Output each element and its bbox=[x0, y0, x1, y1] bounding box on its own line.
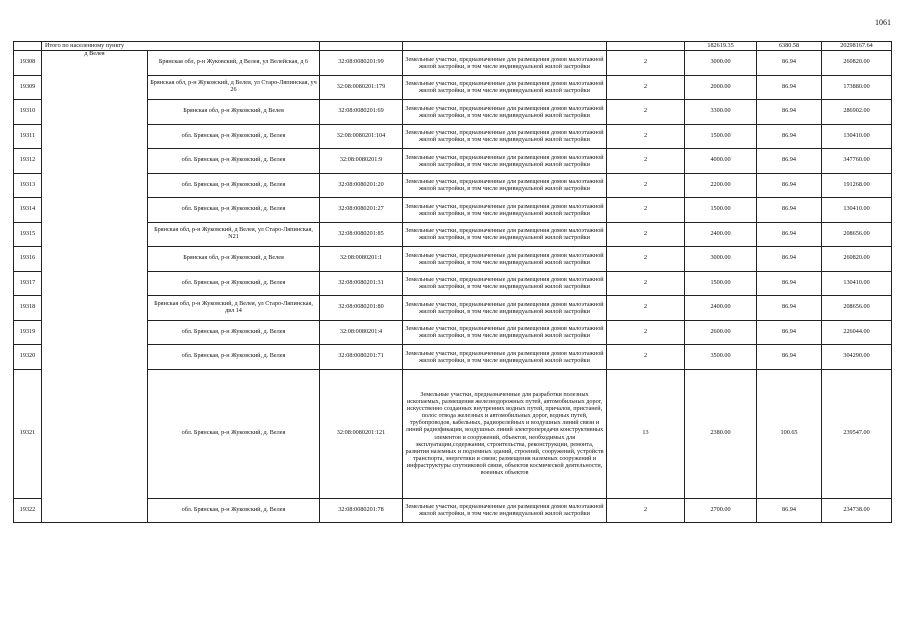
land-use-purpose: Земельные участки, предназначенные для размещения домов малоэтажной жилой застройки, в том числе индивидуальной жилой застройки bbox=[403, 247, 607, 272]
address-cell: обл. Брянская, р-н Жуковский, д. Велея bbox=[148, 498, 320, 522]
cadastral-number: 32:08:0080201:99 bbox=[320, 51, 403, 76]
use-group: 2 bbox=[607, 271, 685, 296]
specific-value: 86.94 bbox=[757, 345, 822, 370]
specific-value: 86.94 bbox=[757, 222, 822, 247]
area-value: 2400.00 bbox=[685, 296, 757, 321]
land-use-purpose: Земельные участки, предназначенные для размещения домов малоэтажной жилой застройки, в том числе индивидуальной жилой застройки bbox=[403, 296, 607, 321]
use-group: 2 bbox=[607, 100, 685, 125]
address-cell: Брянская обл, р-н Жуковский, д Велея, ул Старо-Ляпинская, двл 14 bbox=[148, 296, 320, 321]
specific-value: 86.94 bbox=[757, 173, 822, 198]
land-use-purpose: Земельные участки, предназначенные для размещения домов малоэтажной жилой застройки, в том числе индивидуальной жилой застройки bbox=[403, 173, 607, 198]
row-number: 19314 bbox=[14, 198, 42, 223]
row-number: 19308 bbox=[14, 51, 42, 76]
cadastral-number: 32:08:0080201:69 bbox=[320, 100, 403, 125]
area-value: 4000.00 bbox=[685, 149, 757, 174]
area-value: 3500.00 bbox=[685, 345, 757, 370]
area-value: 1500.00 bbox=[685, 271, 757, 296]
cadastral-number: 32:08:0080201:31 bbox=[320, 271, 403, 296]
specific-value: 86.94 bbox=[757, 100, 822, 125]
area-value: 3000.00 bbox=[685, 247, 757, 272]
locality-cell: д Велея bbox=[42, 51, 148, 523]
row-number: 19309 bbox=[14, 75, 42, 100]
cadastral-number: 32:08:0080201:71 bbox=[320, 345, 403, 370]
address-cell: обл. Брянская, р-н Жуковский, д. Велея bbox=[148, 198, 320, 223]
cadastral-number: 32:08:0080201:1 bbox=[320, 247, 403, 272]
row-number: 19313 bbox=[14, 173, 42, 198]
specific-value: 86.94 bbox=[757, 149, 822, 174]
land-use-purpose: Земельные участки, предназначенные для размещения домов малоэтажной жилой застройки, в том числе индивидуальной жилой застройки bbox=[403, 222, 607, 247]
area-value: 2000.00 bbox=[685, 75, 757, 100]
specific-value: 86.94 bbox=[757, 124, 822, 149]
area-value: 2380.00 bbox=[685, 369, 757, 498]
address-cell: Брянская обл, р-н Жуковский, д Велея, ул Велейская, д 6 bbox=[148, 51, 320, 76]
area-value: 2400.00 bbox=[685, 222, 757, 247]
total-num-cell bbox=[14, 42, 42, 51]
row-number: 19318 bbox=[14, 296, 42, 321]
land-use-purpose: Земельные участки, предназначенные для размещения домов малоэтажной жилой застройки, в том числе индивидуальной жилой застройки bbox=[403, 271, 607, 296]
specific-value: 86.94 bbox=[757, 271, 822, 296]
cadastral-number: 32:08:0080201:4 bbox=[320, 320, 403, 345]
land-use-purpose: Земельные участки, предназначенные для размещения домов малоэтажной жилой застройки, в том числе индивидуальной жилой застройки bbox=[403, 75, 607, 100]
cadastral-number: 32:08:0080201:85 bbox=[320, 222, 403, 247]
cadastral-cost: 208656.00 bbox=[822, 222, 892, 247]
address-cell: обл. Брянская, р-н Жуковский, д. Велея bbox=[148, 345, 320, 370]
address-cell: обл. Брянская, р-н Жуковский, д. Велея bbox=[148, 173, 320, 198]
cadastral-cost: 260820.00 bbox=[822, 247, 892, 272]
total-group-cell bbox=[607, 42, 685, 51]
area-value: 1500.00 bbox=[685, 124, 757, 149]
row-number: 19316 bbox=[14, 247, 42, 272]
land-use-purpose: Земельные участки, предназначенные для размещения домов малоэтажной жилой застройки, в том числе индивидуальной жилой застройки bbox=[403, 320, 607, 345]
land-use-purpose: Земельные участки, предназначенные для размещения домов малоэтажной жилой застройки, в том числе индивидуальной жилой застройки bbox=[403, 124, 607, 149]
land-use-purpose: Земельные участки, предназначенные для размещения домов малоэтажной жилой застройки, в том числе индивидуальной жилой застройки bbox=[403, 498, 607, 522]
area-value: 3000.00 bbox=[685, 51, 757, 76]
specific-value: 86.94 bbox=[757, 51, 822, 76]
specific-value: 86.94 bbox=[757, 75, 822, 100]
total-label: Итого по населенному пункту bbox=[42, 42, 320, 51]
use-group: 2 bbox=[607, 124, 685, 149]
area-value: 2200.00 bbox=[685, 173, 757, 198]
cadastral-number: 32:08:0080201:80 bbox=[320, 296, 403, 321]
cadastral-cost: 347760.00 bbox=[822, 149, 892, 174]
specific-value: 86.94 bbox=[757, 247, 822, 272]
land-use-purpose: Земельные участки, предназначенные для размещения домов малоэтажной жилой застройки, в том числе индивидуальной жилой застройки bbox=[403, 198, 607, 223]
row-number: 19322 bbox=[14, 498, 42, 522]
cadastral-cost: 208656.00 bbox=[822, 296, 892, 321]
row-number: 19310 bbox=[14, 100, 42, 125]
address-cell: Брянская обл, р-н Жуковский, д Велея, ул Старо-Ляпинская, N21 bbox=[148, 222, 320, 247]
cadastral-cost: 286902.00 bbox=[822, 100, 892, 125]
land-use-purpose: Земельные участки, предназначенные для размещения домов малоэтажной жилой застройки, в том числе индивидуальной жилой застройки bbox=[403, 149, 607, 174]
cadastral-cost: 173880.00 bbox=[822, 75, 892, 100]
specific-value: 86.94 bbox=[757, 198, 822, 223]
cadastral-number: 32:08:0080201:20 bbox=[320, 173, 403, 198]
cadastral-cost: 191268.00 bbox=[822, 173, 892, 198]
cadastral-cost: 130410.00 bbox=[822, 124, 892, 149]
use-group: 2 bbox=[607, 222, 685, 247]
cadastral-number: 32:08:0080201:179 bbox=[320, 75, 403, 100]
address-cell: обл. Брянская, р-н Жуковский, д. Велея bbox=[148, 320, 320, 345]
row-number: 19319 bbox=[14, 320, 42, 345]
area-value: 3300.00 bbox=[685, 100, 757, 125]
row-number: 19317 bbox=[14, 271, 42, 296]
row-number: 19312 bbox=[14, 149, 42, 174]
use-group: 2 bbox=[607, 149, 685, 174]
area-value: 2600.00 bbox=[685, 320, 757, 345]
specific-value: 100.65 bbox=[757, 369, 822, 498]
cadastral-value-table bbox=[13, 41, 892, 523]
row-number: 19315 bbox=[14, 222, 42, 247]
specific-value: 86.94 bbox=[757, 320, 822, 345]
use-group: 13 bbox=[607, 369, 685, 498]
use-group: 2 bbox=[607, 498, 685, 522]
cadastral-number: 32:08:0080201:104 bbox=[320, 124, 403, 149]
land-use-purpose: Земельные участки, предназначенные для размещения домов малоэтажной жилой застройки, в том числе индивидуальной жилой застройки bbox=[403, 345, 607, 370]
page-number: 1061 bbox=[875, 18, 891, 27]
use-group: 2 bbox=[607, 247, 685, 272]
address-cell: Брянская обл, р-н Жуковский, д Велея bbox=[148, 247, 320, 272]
cadastral-cost: 239547.00 bbox=[822, 369, 892, 498]
address-cell: Брянская обл, р-н Жуковский, д Велея bbox=[148, 100, 320, 125]
address-cell: обл. Брянская, р-н Жуковский, д. Велея bbox=[148, 369, 320, 498]
land-use-purpose: Земельные участки, предназначенные для размещения домов малоэтажной жилой застройки, в том числе индивидуальной жилой застройки bbox=[403, 51, 607, 76]
total-rate: 6380.58 bbox=[757, 42, 822, 51]
cadastral-number: 32:08:0080201:121 bbox=[320, 369, 403, 498]
cadastral-cost: 130410.00 bbox=[822, 198, 892, 223]
total-cost: 20298167.64 bbox=[822, 42, 892, 51]
use-group: 2 bbox=[607, 296, 685, 321]
cadastral-number: 32:08:0080201:27 bbox=[320, 198, 403, 223]
address-cell: обл. Брянская, р-н Жуковский, д. Велея bbox=[148, 124, 320, 149]
cadastral-cost: 234738.00 bbox=[822, 498, 892, 522]
specific-value: 86.94 bbox=[757, 296, 822, 321]
cadastral-number: 32:08:0080201:78 bbox=[320, 498, 403, 522]
specific-value: 86.94 bbox=[757, 498, 822, 522]
use-group: 2 bbox=[607, 198, 685, 223]
use-group: 2 bbox=[607, 51, 685, 76]
area-value: 1500.00 bbox=[685, 198, 757, 223]
land-use-purpose: Земельные участки, предназначенные для разработки полезных ископаемых, размещения железнодорожных путей, автомобильных дорог, искусственно созданных внутренних водных путей, причалов, пристаней, полос отвода железных и автомобильных дорог, водных путей, трубопроводов, кабельных, радиорелейных и воздушных линий связи и линий радиофикации, воздушных линий электропередачи конструктивных элементов и сооружений, объектов, необходимых для эксплуатации,содержания, строительства, реконструкции, ремонта, развития наземных и подземных зданий, строений, сооружений, устройств транспорта, энергетики и связи; размещения наземных сооружений и инфраструктуры спутниковой связи, объектов космической деятельности, военных объектов bbox=[403, 369, 607, 498]
total-purpose-cell bbox=[403, 42, 607, 51]
row-number: 19321 bbox=[14, 369, 42, 498]
land-use-purpose: Земельные участки, предназначенные для размещения домов малоэтажной жилой застройки, в том числе индивидуальной жилой застройки bbox=[403, 100, 607, 125]
cadastral-cost: 260820.00 bbox=[822, 51, 892, 76]
address-cell: обл. Брянская, р-н Жуковский, д. Велея bbox=[148, 271, 320, 296]
total-row bbox=[14, 42, 892, 51]
use-group: 2 bbox=[607, 345, 685, 370]
cadastral-number: 32:08:0080201:9 bbox=[320, 149, 403, 174]
address-cell: Брянская обл, р-н Жуковский, д Велея, ул Старо-Ляпинская, уч 26 bbox=[148, 75, 320, 100]
table-body bbox=[14, 42, 892, 523]
use-group: 2 bbox=[607, 75, 685, 100]
cadastral-cost: 130410.00 bbox=[822, 271, 892, 296]
use-group: 2 bbox=[607, 320, 685, 345]
area-value: 2700.00 bbox=[685, 498, 757, 522]
cadastral-cost: 226044.00 bbox=[822, 320, 892, 345]
cadastral-cost: 304290.00 bbox=[822, 345, 892, 370]
row-number: 19320 bbox=[14, 345, 42, 370]
total-area: 182619.35 bbox=[685, 42, 757, 51]
address-cell: обл. Брянская, р-н Жуковский, д. Велея bbox=[148, 149, 320, 174]
use-group: 2 bbox=[607, 173, 685, 198]
total-cadastral-cell bbox=[320, 42, 403, 51]
table-row bbox=[14, 51, 892, 76]
row-number: 19311 bbox=[14, 124, 42, 149]
